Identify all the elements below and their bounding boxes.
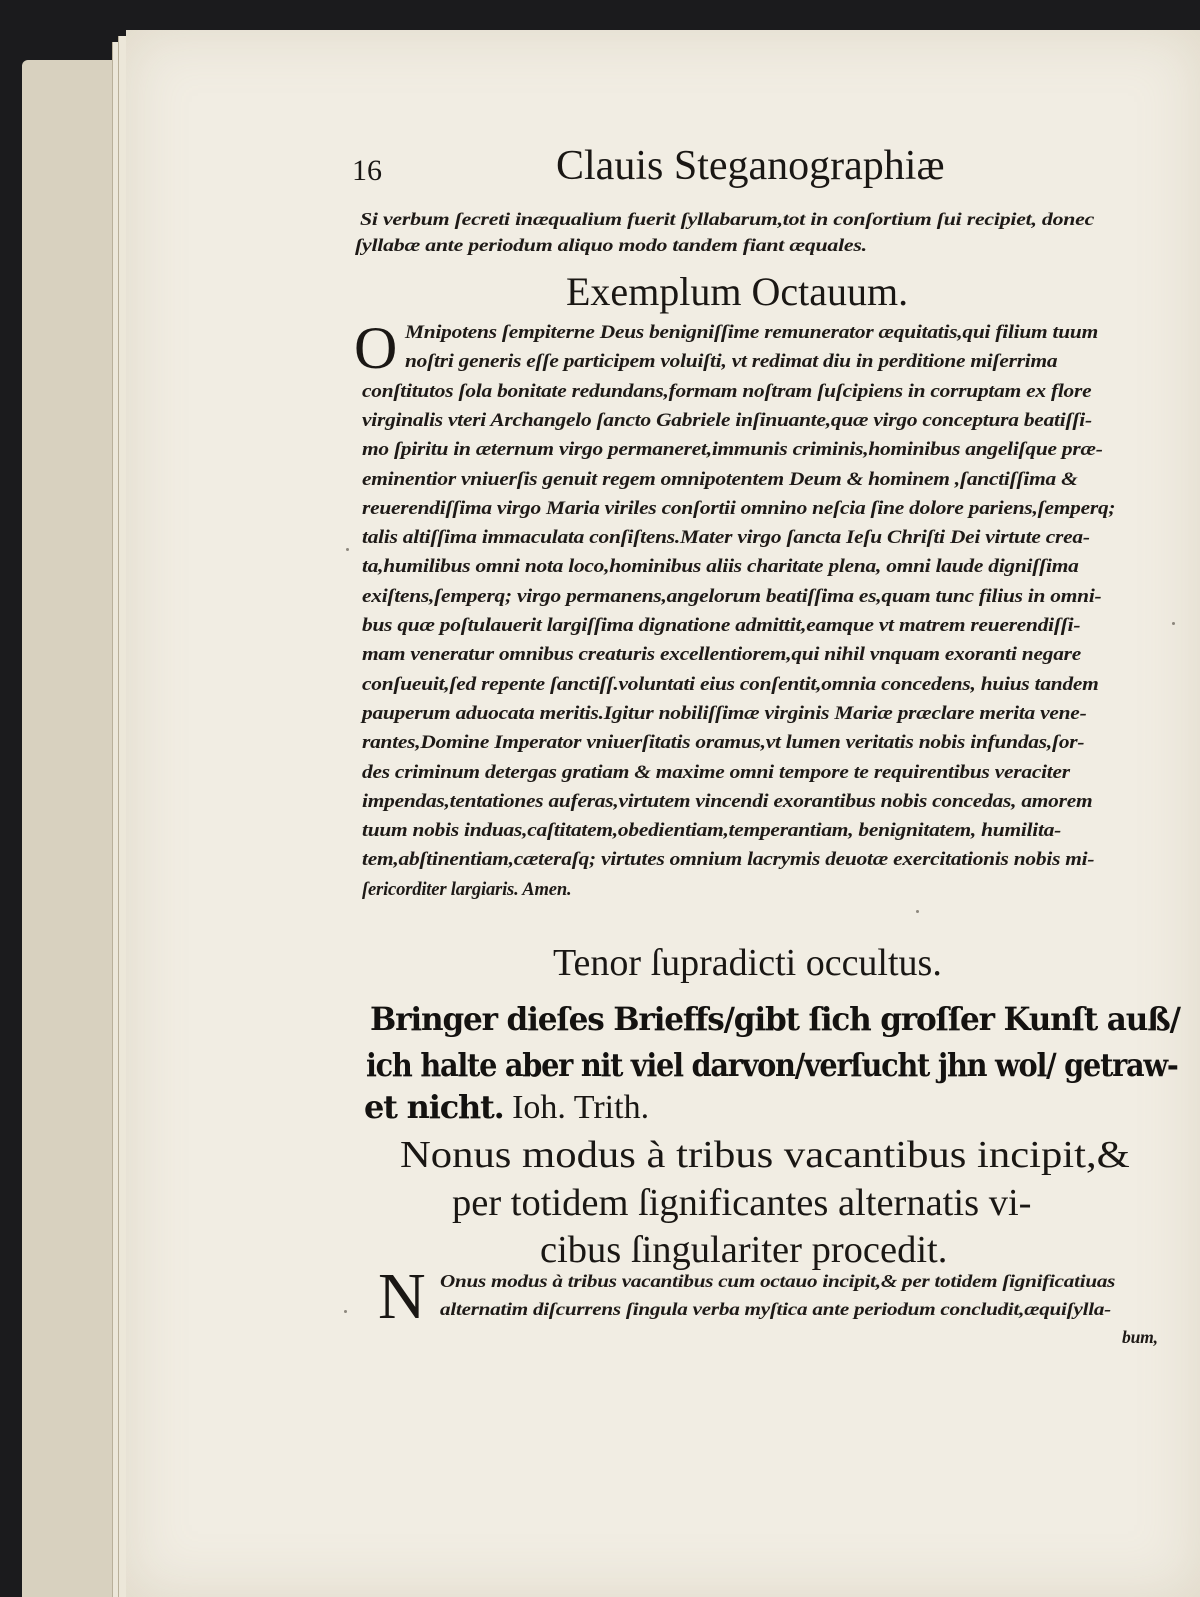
german-blackletter-fragment: et nicht. — [364, 1088, 504, 1126]
drop-cap: N — [378, 1260, 426, 1333]
prayer-line: exiſtens,ſemperq; virgo permanens,angelorum beatiſſima es,quam tunc filius in omni- — [362, 585, 1102, 607]
prayer-line: ta,humilibus omni nota loco,hominibus aliis charitate plena, omni laude digniſſima — [362, 556, 1079, 578]
nonus-heading-line: Nonus modus à tribus vacantibus incipit,& — [400, 1134, 1130, 1176]
book-page — [126, 30, 1200, 1597]
prayer-line: reuerendiſſima virgo Maria viriles conſortii omnino neſcia ſine dolore pariens,ſemperq; — [362, 497, 1116, 519]
drop-cap: O — [354, 315, 398, 381]
paper-speck — [344, 1310, 347, 1313]
german-last-line — [364, 1088, 649, 1127]
prayer-line: rantes,Domine Imperator vniuerſitatis oramus,vt lumen veritatis nobis infundas,ſor- — [362, 732, 1085, 754]
prayer-line: ſericorditer largiaris. Amen. — [362, 878, 572, 900]
prayer-line: virginalis vteri Archangelo ſancto Gabriele inſinuante,quæ virgo conceptura beatiſſi- — [362, 409, 1092, 431]
prayer-line: pauperum aduocata meritis.Igitur nobiliſſimæ virginis Mariæ præclare merita vene- — [362, 702, 1087, 724]
prayer-line: Mnipotens ſempiterne Deus benigniſſime remunerator æquitatis,qui filium tuum — [405, 322, 1099, 343]
nonus-line: alternatim diſcurrens ſingula verba myſtica ante periodum concludit,æquiſylla- — [440, 1299, 1111, 1319]
nonus-heading-line: cibus ſingulariter procedit. — [540, 1229, 948, 1271]
author-signature: Ioh. Trith. — [503, 1089, 650, 1126]
prayer-line: noſtri generis eſſe participem voluiſti, vt redimat diu in perditione miſerrima — [405, 351, 1058, 373]
prayer-line: eminentior vniuerſis genuit regem omnipotentem Deum & hominem ,ſanctiſſima & — [362, 468, 1078, 490]
prayer-line: mam veneratur omnibus creaturis excellentiorem,qui nihil vnquam exoranti negare — [362, 644, 1082, 666]
paper-speck — [1172, 622, 1175, 625]
nonus-heading-line: per totidem ſignificantes alternatis vi- — [452, 1182, 1032, 1224]
rule-line: ſyllabæ ante periodum aliquo modo tandem fiant æquales. — [355, 235, 867, 255]
paper-speck — [916, 910, 919, 913]
paper-speck — [346, 548, 349, 551]
nonus-line: Onus modus à tribus vacantibus cum octauo incipit,& per totidem ſignificatiuas — [440, 1271, 1116, 1291]
prayer-line: mo ſpiritu in æternum virgo permaneret,immunis criminis,hominibus angeliſque præ- — [362, 439, 1103, 461]
prayer-line: tuum nobis induas,caſtitatem,obedientiam,temperantiam, benignitatem, humilita- — [362, 820, 1062, 842]
rule-line: Si verbum ſecreti inæqualium fuerit ſyllabarum,tot in conſortium ſui recipiet, donec — [360, 209, 1095, 229]
running-title: Clauis Steganographiæ — [556, 143, 945, 189]
german-line: ich halte aber nit viel darvon/verſucht jhn wol/ getraw- — [366, 1046, 1178, 1084]
tenor-heading: Tenor ſupradicti occultus. — [553, 942, 942, 984]
example-heading: Exemplum Octauum. — [566, 269, 909, 314]
prayer-line: conſtitutos ſola bonitate redundans,formam noſtram ſuſcipiens in corruptam ex flore — [362, 380, 1092, 402]
prayer-line: bus quæ poſtulauerit largiſſima dignatione admittit,eamque vt matrem reuerendiſſi- — [362, 615, 1081, 636]
prayer-line: des criminum detergas gratiam & maxime omni tempore te requirentibus veraciter — [362, 761, 1070, 783]
page-number: 16 — [352, 154, 382, 187]
prayer-line: talis altiſſima immaculata conſiſtens.Mater virgo ſancta Ieſu Chriſti Dei virtute crea- — [362, 527, 1090, 549]
german-line: Bringer dieſes Brieffs/gibt ſich groſſer Kunſt auß/ — [370, 1000, 1180, 1038]
nonus-line: bum, — [1122, 1327, 1158, 1347]
prayer-line: tem,abſtinentiam,cæteraſq; virtutes omnium lacrymis deuotæ exercitationis nobis mi- — [362, 849, 1095, 871]
prayer-line: conſueuit,ſed repente ſanctiſſ.voluntati eius conſentit,omnia concedens, huius tandem — [362, 673, 1099, 695]
prayer-line: impendas,tentationes auferas,virtutem vincendi exorantibus nobis concedas, amorem — [362, 790, 1093, 812]
